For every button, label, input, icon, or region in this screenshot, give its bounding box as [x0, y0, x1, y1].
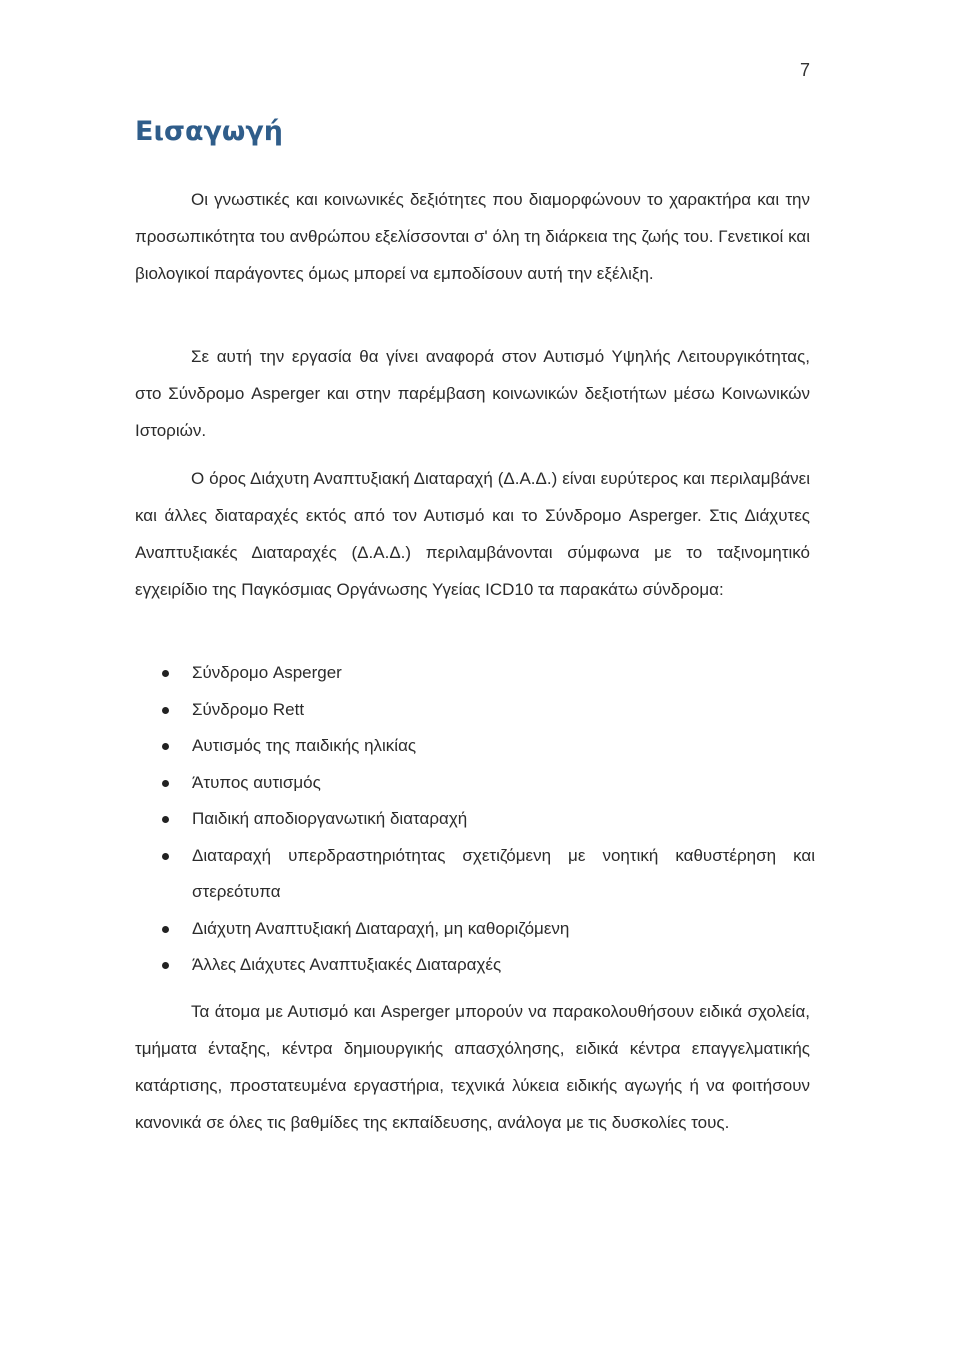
bullet-icon [162, 926, 169, 933]
list-item [135, 692, 815, 729]
bullet-icon [162, 670, 169, 677]
pdd-definition-paragraph-text: Ο όρος Διάχυτη Αναπτυξιακή Διαταραχή (Δ.Α.Δ.) είναι ευρύτερος και περιλαμβάνει και άλλες διαταραχές εκτός από τον Αυτισμό και το Σύνδρομο Asperger. Στις Διάχυτες Αναπτυξιακές Διαταραχές (Δ.Α.Δ.) περιλαμβάνονται σύμφωνα με το ταξινομητικό εγχειρίδιο της Παγκόσμιας Οργάνωσης Υγείας ICD10 τα παρακάτω σύνδρομα: [135, 469, 810, 599]
list-item [135, 801, 815, 838]
page-number: 7 [799, 60, 810, 80]
list-item [135, 728, 815, 765]
intro-paragraph [135, 181, 810, 292]
scope-paragraph [135, 338, 810, 449]
list-item-text: Αυτισμός της παιδικής ηλικίας [192, 736, 417, 755]
bullet-icon [162, 962, 169, 969]
intro-paragraph-text: Οι γνωστικές και κοινωνικές δεξιότητες που διαμορφώνουν το χαρακτήρα και την προσωπικότητα του ανθρώπου εξελίσσονται σ' όλη τη διάρκεια της ζωής του. Γενετικοί και βιολογικοί παράγοντες όμως μπορεί να εμποδίσουν αυτή την εξέλιξη. [135, 190, 810, 283]
education-paragraph-text: Τα άτομα με Αυτισμό και Asperger μπορούν να παρακολουθήσουν ειδικά σχολεία, τμήματα ένταξης, κέντρα δημιουργικής απασχόλησης, ειδικά κέντρα επαγγελματικής κατάρτισης, προστατευμένα εργαστήρια, τεχνικά λύκεια ειδικής αγωγής ή να φοιτήσουν κανονικά σε όλες τις βαθμίδες της εκπαίδευσης, ανάλογα με τις δυσκολίες τους. [135, 1002, 810, 1132]
list-item [135, 838, 815, 911]
section-title: Εισαγωγή [135, 116, 284, 147]
list-item [135, 765, 815, 802]
pdd-definition-paragraph [135, 460, 810, 608]
list-item-text: Σύνδρομο Asperger [192, 663, 342, 682]
syndrome-list [135, 655, 815, 984]
list-item-text: Διάχυτη Αναπτυξιακή Διαταραχή, μη καθοριζόμενη [192, 918, 570, 938]
bullet-icon [162, 707, 169, 714]
list-item-text: Παιδική αποδιοργανωτική διαταραχή [192, 809, 468, 828]
list-item-text: Διαταραχή υπερδραστηριότητας σχετιζόμενη με νοητική καθυστέρηση και στερεότυπα [192, 845, 815, 901]
list-item-text: Άτυπος αυτισμός [192, 772, 321, 792]
bullet-icon [162, 780, 169, 787]
scope-paragraph-text: Σε αυτή την εργασία θα γίνει αναφορά στον Αυτισμό Υψηλής Λειτουργικότητας, στο Σύνδρομο Asperger και στην παρέμβαση κοινωνικών δεξιοτήτων μέσω Κοινωνικών Ιστοριών. [135, 347, 810, 440]
bullet-icon [162, 816, 169, 823]
education-paragraph [135, 993, 810, 1141]
list-item-text: Σύνδρομο Rett [192, 699, 305, 719]
list-item [135, 655, 815, 692]
list-item-text: Άλλες Διάχυτες Αναπτυξιακές Διαταραχές [192, 955, 502, 974]
bullet-icon [162, 743, 169, 750]
list-item [135, 947, 815, 984]
bullet-icon [162, 853, 169, 860]
list-item [135, 911, 815, 948]
